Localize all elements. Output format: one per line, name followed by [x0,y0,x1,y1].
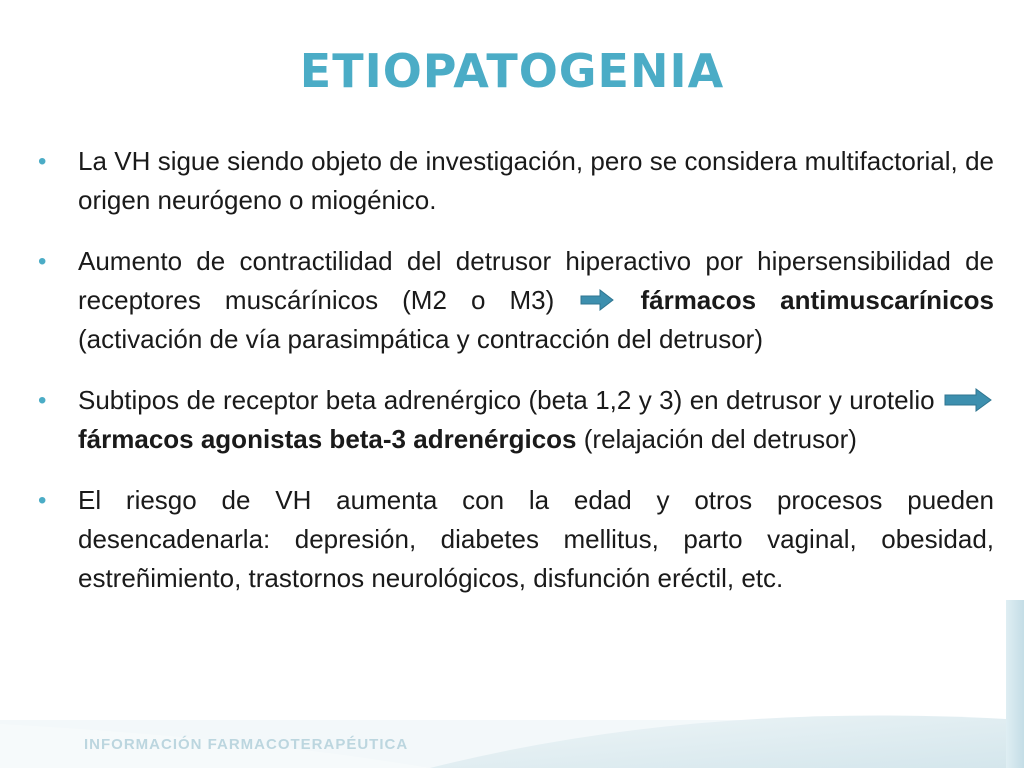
bullet-item [38,242,994,359]
bullet-text-after: (relajación del detrusor) [576,424,857,454]
bullet-dot: • [38,487,47,514]
bullet-item [38,381,994,459]
right-arrow-icon [944,388,992,412]
footer-watermark: INFORMACIÓN FARMACOTERAPÉUTICA [84,736,409,753]
bullet-dot: • [38,248,47,275]
slide-title: ETIOPATOGENIA [299,44,725,98]
bullet-dot: • [38,387,47,414]
bullet-item [38,481,994,598]
bullet-bold-text: fármacos agonistas beta-3 adrenérgicos [78,424,577,454]
bullet-text-after: (activación de vía parasimpática y contracción del detrusor) [78,324,763,354]
bullet-text: La VH sigue siendo objeto de investigación, pero se considera multifactorial, de origen neurógeno o miogénico. [78,146,994,215]
bullet-text: Subtipos de receptor beta adrenérgico (beta 1,2 y 3) en detrusor y urotelio [78,385,935,415]
bullet-list [38,142,994,620]
bullet-text: Aumento de contractilidad del detrusor hiperactivo por hipersensibilidad de receptores muscárínicos (M2 o M3) [78,246,994,315]
bullet-bold-text: fármacos antimuscarínicos [640,285,994,315]
bullet-item [38,142,994,220]
bullet-dot: • [38,148,47,175]
right-arrow-icon [580,289,614,311]
bullet-text: El riesgo de VH aumenta con la edad y otros procesos pueden desencadenarla: depresión, diabetes mellitus, parto vaginal, obesidad, estreñimiento, trastornos neurológicos, disfunción eréctil, etc. [78,485,994,593]
